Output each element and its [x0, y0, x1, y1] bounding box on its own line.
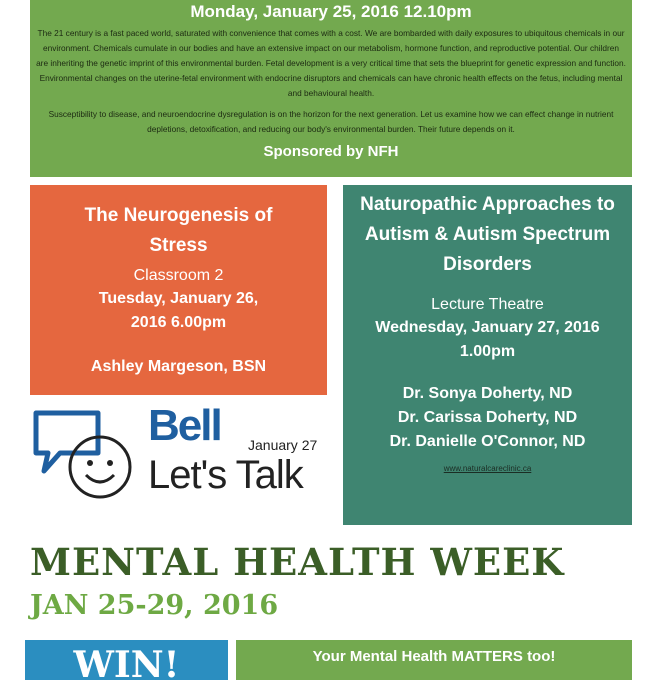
sponsor: Sponsored by NFH [263, 143, 399, 160]
speech-bubble-smiley-icon [30, 405, 140, 500]
session-time: Tuesday, January 26, 2016 6.00pm [98, 290, 259, 331]
session-title: Naturopathic Approaches to Autism & Autism Spectrum Disorders [360, 194, 615, 275]
speaker: Dr. Danielle O'Connor, ND [389, 433, 586, 450]
lets-talk: Let's Talk [148, 453, 303, 497]
session-time: Wednesday, January 27, 2016 1.00pm [375, 319, 600, 360]
speaker: Dr. Sonya Doherty, ND [402, 385, 573, 402]
session-location: Lecture Theatre [431, 296, 544, 313]
keynote-date: Monday, January 25, 2016 12.10pm [190, 2, 472, 21]
neurogenesis-panel [30, 185, 327, 395]
banner-title: MENTAL HEALTH WEEK [30, 540, 565, 584]
session-title: The Neurogenesis of Stress [84, 205, 273, 256]
logo-date: January 27 [248, 437, 318, 453]
speaker: Dr. Carissa Doherty, ND [397, 409, 578, 426]
autism-panel [343, 185, 632, 525]
bell-lets-talk-logo [30, 401, 330, 505]
clinic-link[interactable]: www.naturalcareclinic.ca [443, 464, 532, 473]
keynote-description: The 21 century is a fast paced world, saturated with convenience that comes with a cost. We are bombarded with daily exposures to ubiquitous chemicals in our environment. Chemicals cumulate in our bodies and have an extensive impact on our metabolism, hormone function, and reproductive potential. Our children are inheriting the genetic imprint of this environmental burden. Fetal development is a very critical time that sets the blueprint for genetic expression and function. Environmental changes on the uterine-fetal environment with endocrine disruptors and chemicals can have chronic health effects on the fetus, including mental and behavioural health. [36, 28, 626, 98]
banner-dates: JAN 25-29, 2016 [30, 590, 279, 621]
session-location: Classroom 2 [133, 267, 224, 284]
keynote-panel [30, 0, 632, 177]
session-speaker: Ashley Margeson, BSN [90, 358, 267, 375]
keynote-description-2: Susceptibility to disease, and neuroendocrine dysregulation is on the horizon for the next generation. Let us examine how we can effect change in nutrient depletions, detoxification, and reducing our body's environmental burden. Their future depends on it. [48, 109, 614, 134]
bell-brand: Bell [148, 401, 221, 450]
matters-box: Your Mental Health MATTERS too! [236, 640, 632, 680]
win-box: WIN! [25, 640, 228, 680]
